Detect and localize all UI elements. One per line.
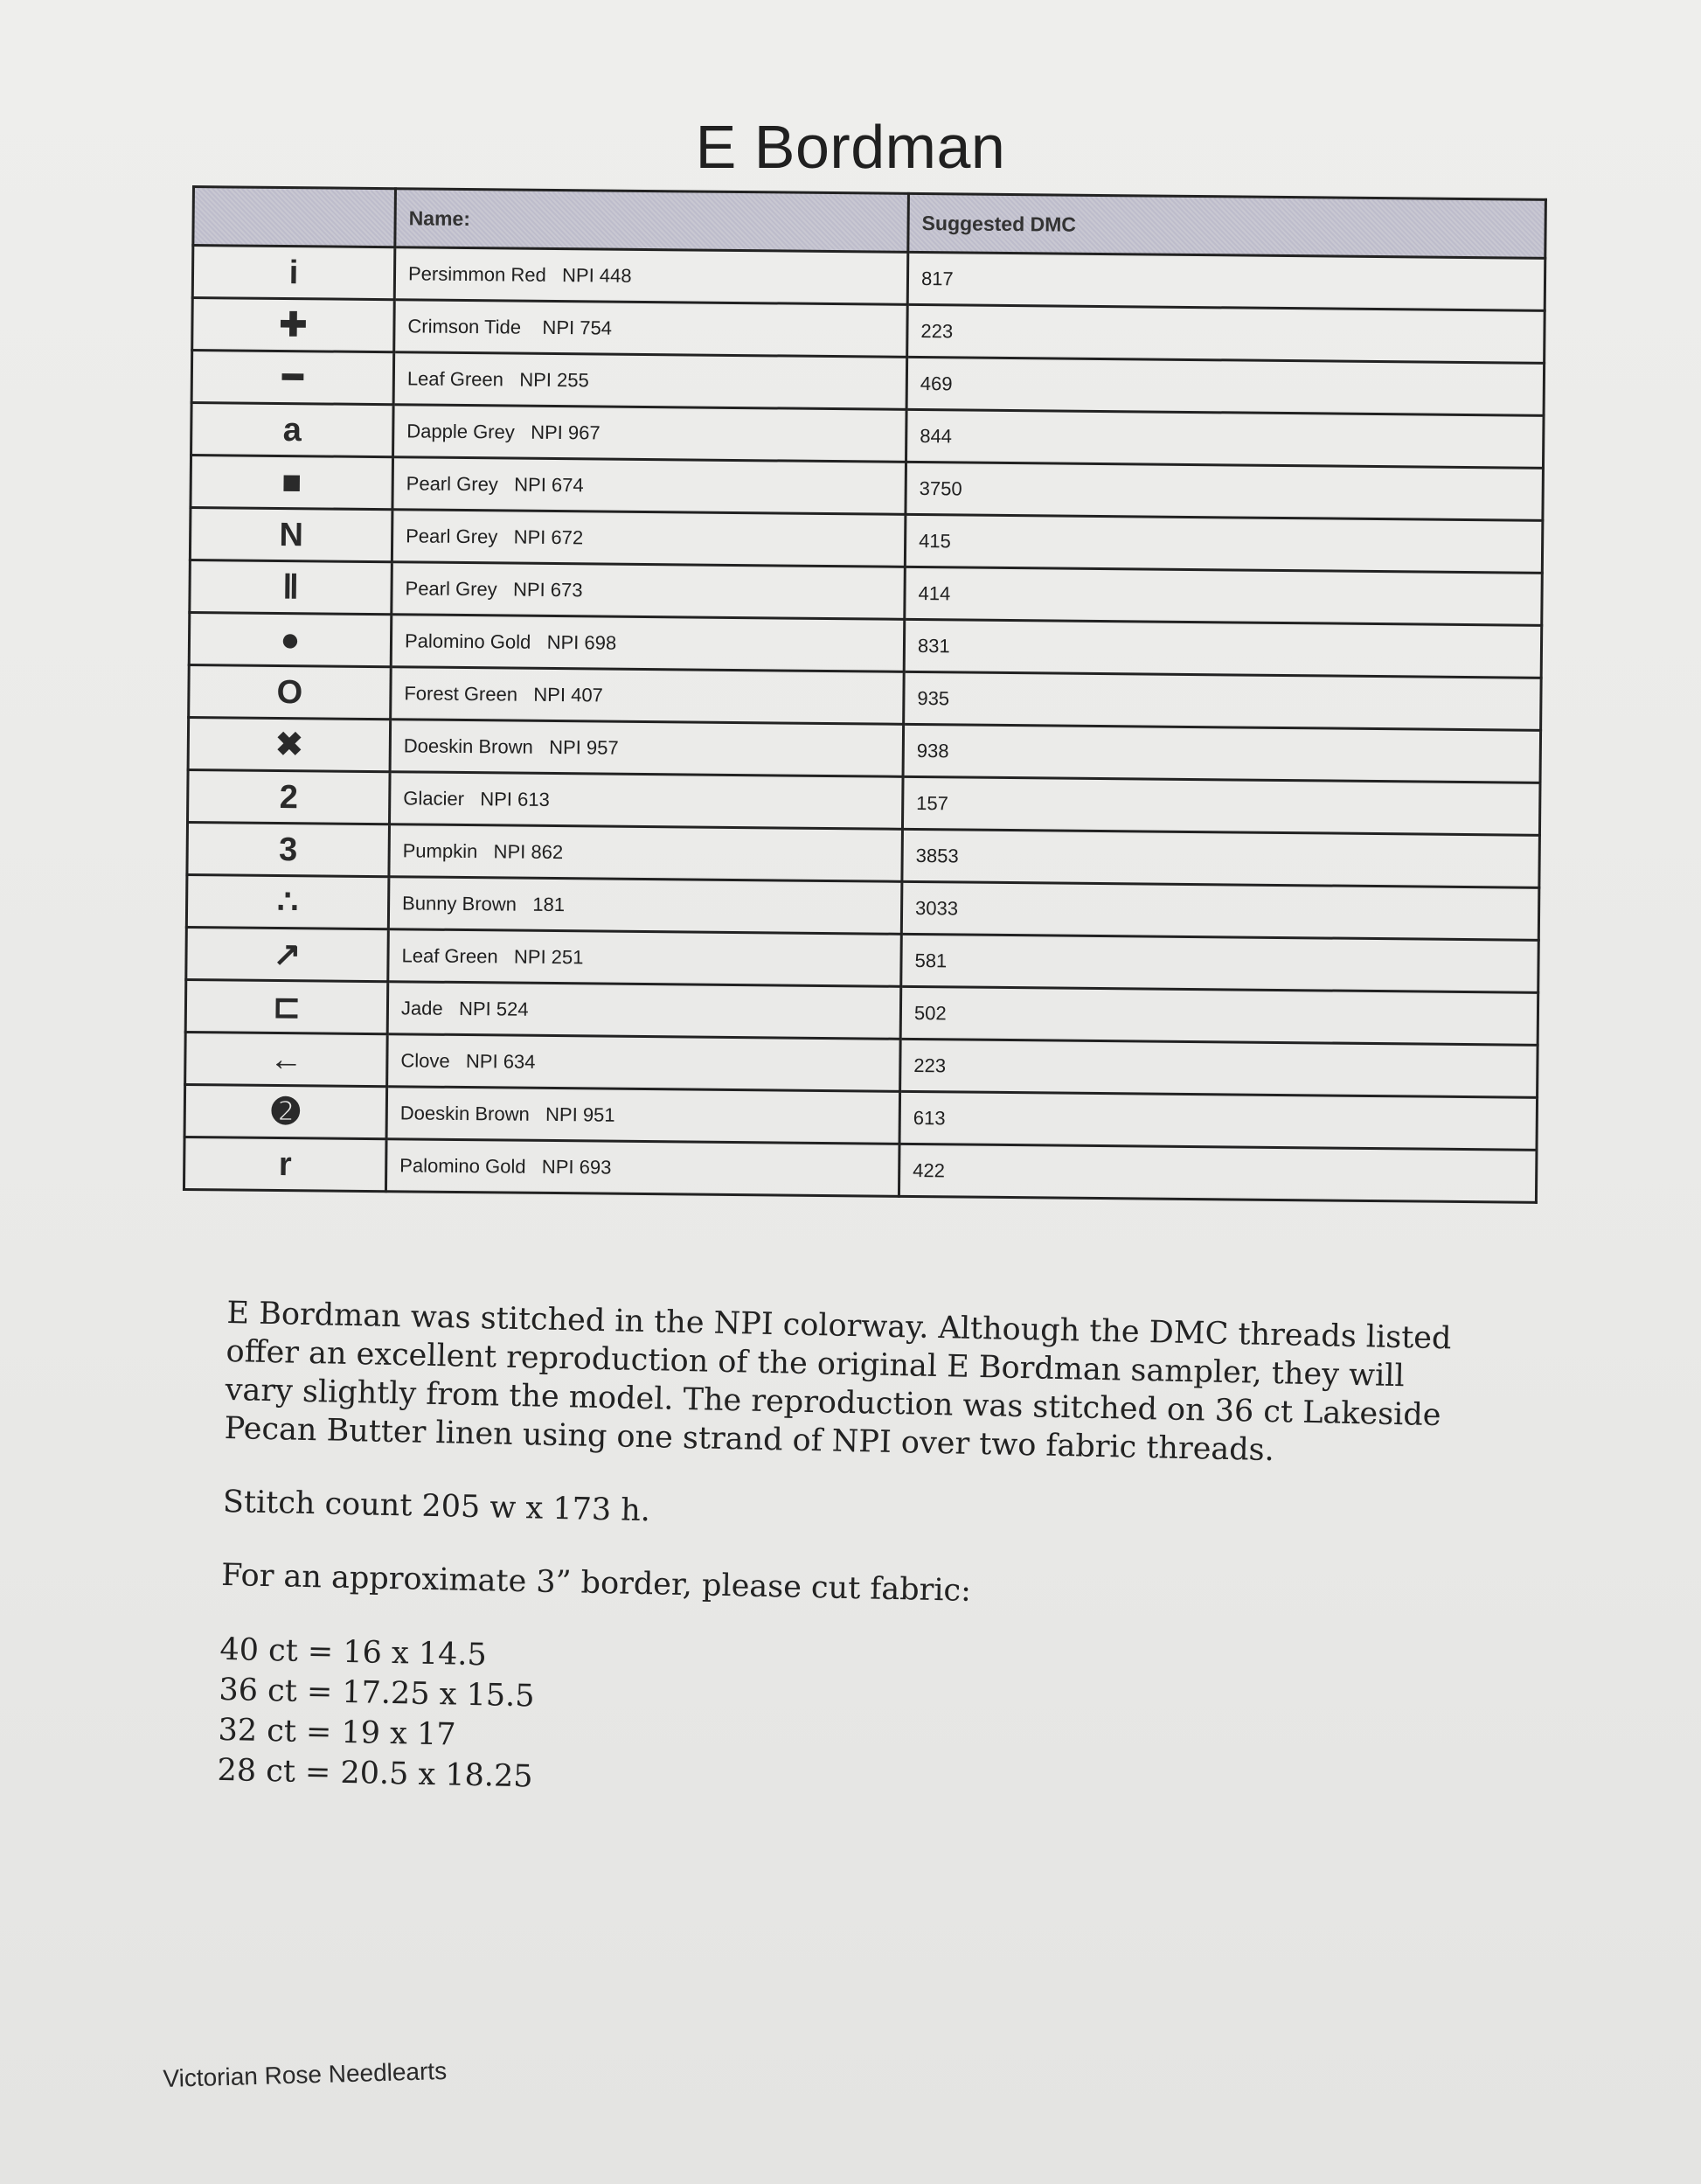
notes-section — [217, 1294, 1477, 1817]
dmc-number-cell: 831 — [904, 619, 1542, 678]
stitch-count: Stitch count 205 w x 173 h. — [222, 1484, 651, 1529]
thread-name-cell: Crimson Tide NPI 754 — [394, 300, 908, 358]
page-title: E Bordman — [695, 113, 1006, 181]
header-symbol — [193, 187, 396, 247]
color-legend-table — [183, 185, 1547, 1204]
stitch-symbol-icon: ∴ — [186, 874, 389, 929]
stitch-symbol-icon: ✖ — [188, 717, 391, 771]
dmc-number-cell: 3853 — [902, 829, 1540, 887]
thread-name-cell: Pearl Grey NPI 672 — [392, 510, 906, 567]
dmc-number-cell: 157 — [902, 776, 1540, 835]
stitch-symbol-icon: i — [192, 246, 395, 300]
border-intro: For an approximate 3” border, please cut fabric: — [220, 1557, 972, 1609]
fabric-size-item: 40 ct = 16 x 14.5 — [219, 1631, 488, 1673]
thread-name-cell: Doeskin Brown NPI 951 — [386, 1087, 900, 1144]
thread-name-cell: Pumpkin NPI 862 — [389, 824, 903, 882]
dmc-number-cell: 223 — [900, 1039, 1538, 1097]
dmc-number-cell: 844 — [906, 409, 1545, 468]
notes-paragraph: E Bordman was stitched in the NPI colorway. Although the DMC threads listed offer an excellent reproduction of the original E Bordman sampler, they will vary slightly from the model. The reproduction was stitched on 36 ct Lakeside Pecan Butter linen using one strand of NPI over two fabric threads. — [224, 1295, 1452, 1469]
stitch-symbol-icon: O — [189, 664, 392, 719]
header-dmc: Suggested DMC — [908, 193, 1546, 258]
header-name: Name: — [395, 189, 909, 253]
thread-name-cell: Pearl Grey NPI 673 — [392, 562, 906, 620]
thread-name-cell: Clove NPI 634 — [387, 1034, 901, 1092]
dmc-number-cell: 613 — [899, 1091, 1538, 1150]
thread-name-cell: Glacier NPI 613 — [389, 772, 903, 830]
stitch-symbol-icon: 2 — [188, 769, 391, 824]
stitch-symbol-icon: N — [190, 507, 392, 561]
stitch-symbol-icon: ● — [189, 612, 392, 666]
dmc-number-cell: 469 — [906, 357, 1545, 415]
stitch-symbol-icon: ━ — [191, 351, 394, 405]
dmc-number-cell: 414 — [905, 567, 1543, 625]
thread-name-cell: Persimmon Red NPI 448 — [394, 247, 908, 305]
fabric-size-item: 28 ct = 20.5 x 18.25 — [217, 1752, 533, 1795]
dmc-number-cell: 938 — [903, 724, 1541, 782]
stitch-symbol-icon: r — [184, 1137, 386, 1191]
dmc-number-cell: 3750 — [906, 462, 1544, 520]
dmc-number-cell: 415 — [905, 514, 1543, 573]
dmc-number-cell: 581 — [901, 934, 1539, 992]
thread-name-cell: Dapple Grey NPI 967 — [393, 405, 907, 463]
thread-name-cell: Doeskin Brown NPI 957 — [390, 720, 904, 777]
dmc-number-cell: 502 — [900, 986, 1538, 1045]
thread-name-cell: Bunny Brown 181 — [388, 877, 902, 935]
stitch-symbol-icon: ⊏ — [185, 979, 388, 1033]
fabric-size-item: 32 ct = 19 x 17 — [218, 1712, 456, 1753]
thread-name-cell: Jade NPI 524 — [387, 982, 901, 1040]
dmc-number-cell: 422 — [899, 1144, 1537, 1202]
stitch-symbol-icon: Ⅱ — [190, 560, 392, 614]
thread-name-cell: Forest Green NPI 407 — [391, 667, 905, 725]
stitch-symbol-icon: 3 — [187, 822, 390, 876]
stitch-symbol-icon: ← — [185, 1032, 388, 1086]
dmc-number-cell: 817 — [907, 252, 1545, 310]
dmc-number-cell: 3033 — [901, 881, 1539, 940]
dmc-number-cell: 223 — [907, 304, 1545, 363]
thread-name-cell: Pearl Grey NPI 674 — [392, 457, 906, 515]
thread-name-cell: Palomino Gold NPI 698 — [391, 615, 905, 672]
table-body — [184, 246, 1545, 1203]
thread-name-cell: Leaf Green NPI 251 — [388, 929, 902, 987]
stitch-symbol-icon: ✚ — [192, 298, 395, 352]
fabric-size-list — [217, 1630, 1470, 1817]
fabric-size-item: 36 ct = 17.25 x 15.5 — [219, 1672, 535, 1715]
footer-brand: Victorian Rose Needlearts — [163, 2056, 448, 2092]
thread-name-cell: Palomino Gold NPI 693 — [385, 1139, 899, 1197]
dmc-number-cell: 935 — [904, 671, 1542, 730]
stitch-symbol-icon: a — [191, 403, 394, 457]
stitch-symbol-icon: ↗ — [186, 927, 389, 981]
thread-name-cell: Leaf Green NPI 255 — [393, 352, 907, 410]
stitch-symbol-icon: ➋ — [184, 1084, 387, 1138]
stitch-symbol-icon: ■ — [191, 456, 393, 510]
